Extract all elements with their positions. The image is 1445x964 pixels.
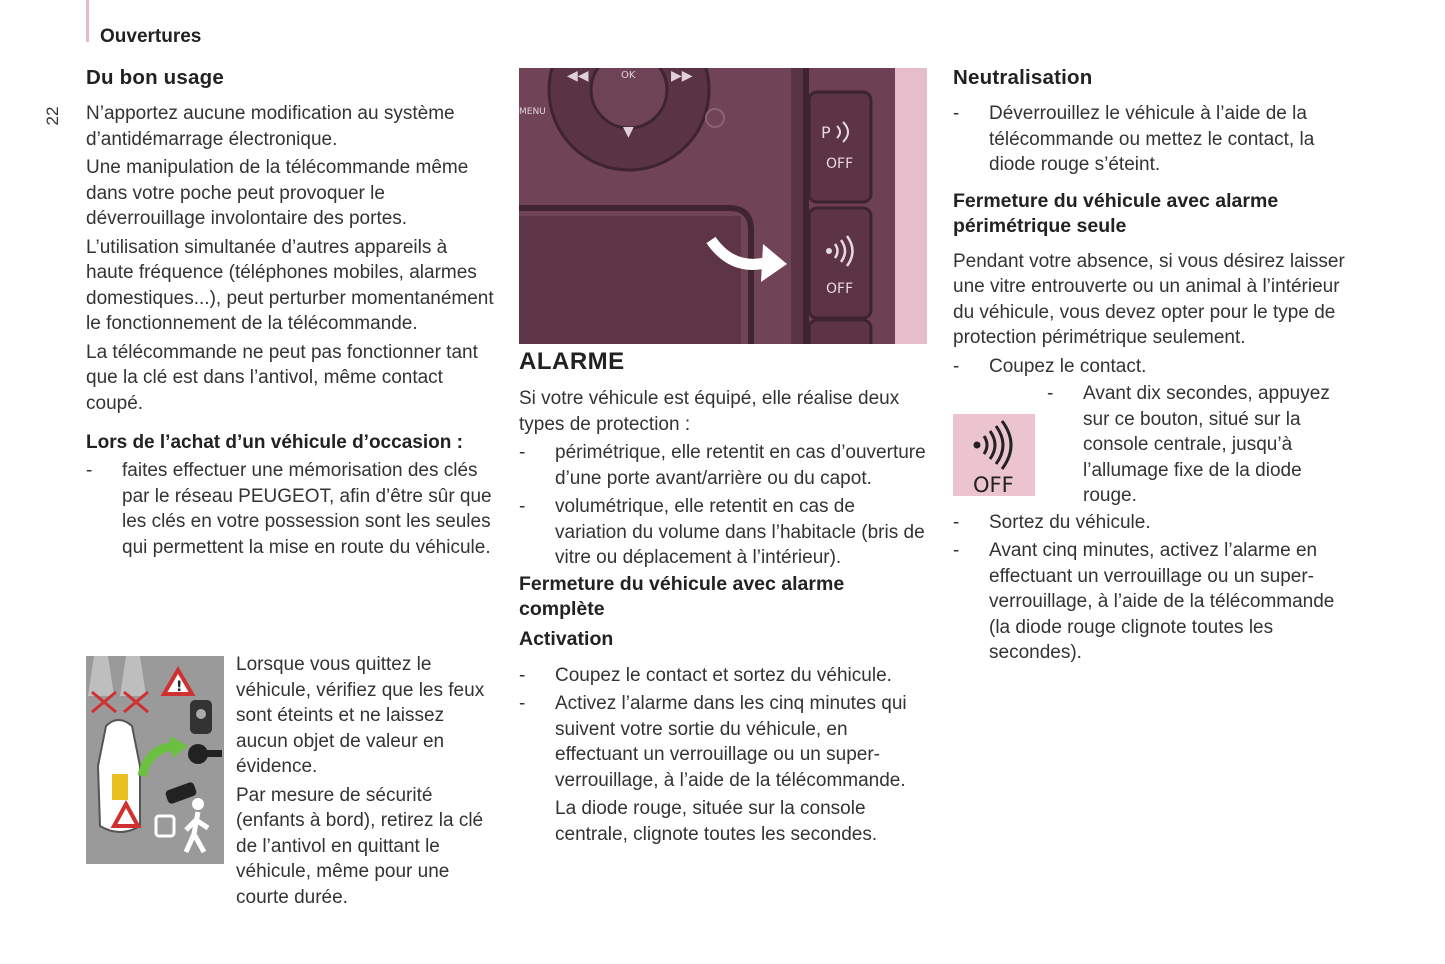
column-left [86, 66, 498, 560]
list-item: - Avant cinq minutes, activez l’alarme en effectuant un verrouillage ou un super-verrouillage, à l’aide de la télécommande (la diode rouge clignote toutes les secondes). [953, 538, 1353, 666]
bullet-dash: - [953, 511, 960, 533]
note-paragraph: La diode rouge, située sur la console centrale, clignote toutes les secondes. [555, 798, 878, 845]
list-item: - Coupez le contact et sortez du véhicule. [519, 663, 929, 689]
paragraph: Une manipulation de la télécommande même dans votre poche peut provoquer le déverrouillage involontaire des portes. [86, 157, 469, 229]
forward-icon: ▶▶ [671, 68, 693, 84]
down-arrow-icon: ▼ [623, 124, 634, 140]
bullet-dash: - [953, 540, 960, 561]
paragraph: N’apportez aucune modification au système d’antidémarrage électronique. [86, 103, 455, 150]
heading-neutralisation: Neutralisation [953, 66, 1093, 89]
paragraph: Lorsque vous quittez le véhicule, vérifiez que les feux sont éteints et ne laissez aucun objet de valeur en évidence. [236, 654, 485, 777]
heading-du-bon-usage: Du bon usage [86, 66, 224, 89]
column-middle [519, 348, 929, 847]
list-item: - Sortez du véhicule. [953, 510, 1353, 536]
list-item: - Déverrouillez le véhicule à l’aide de la télécommande ou mettez le contact, la diode rouge s’éteint. [953, 101, 1353, 178]
bullet-dash: - [1047, 383, 1054, 404]
warning-text [236, 652, 501, 910]
bullet-dash: - [519, 442, 526, 463]
park-assist-off-label: OFF [826, 156, 854, 172]
subheading-occasion: Lors de l’achat d’un véhicule d’occasion : [86, 432, 463, 453]
ok-label: OK [621, 70, 636, 81]
subheading-alarme-complete: Fermeture du véhicule avec alarme complète [519, 572, 845, 620]
column-right [953, 66, 1353, 666]
list-item: - faites effectuer une mémorisation des clés par le réseau PEUGEOT, afin d’être sûr que les clés en votre possession sont les seules qui permettent la mise en route du véhicule. [86, 458, 498, 560]
bullet-dash: - [953, 355, 960, 377]
safety-pictogram [86, 656, 224, 864]
svg-text:!: ! [176, 679, 183, 695]
car-safety-illustration [86, 656, 224, 864]
park-assist-letter: P [821, 123, 831, 142]
volumetric-alarm-icon [953, 414, 1035, 496]
paragraph: Pendant votre absence, si vous désirez laisser une vitre entrouverte ou un animal à l’intérieur du véhicule, vous devez opter pour le type de protection périmétrique seulement. [953, 250, 1345, 348]
alarm-off-label: OFF [826, 281, 854, 297]
heading-alarme: ALARME [519, 348, 625, 375]
bullet-dash: - [519, 496, 526, 517]
subheading-perimetrique: Fermeture du véhicule avec alarme périmétrique seule [953, 189, 1279, 237]
list-item: - Coupez le contact. [953, 354, 1353, 380]
list-item: - volumétrique, elle retentit en cas de variation du volume dans l’habitacle (bris de vitre ou déplacement à l’intérieur). [519, 494, 929, 571]
paragraph: La télécommande ne peut pas fonctionner tant que la clé est dans l’antivol, même contact coupé. [86, 341, 478, 414]
bullet-dash: - [519, 664, 526, 686]
off-icon-label: OFF [973, 473, 1014, 496]
alarm-off-button-icon [953, 414, 1035, 496]
paragraph: L’utilisation simultanée d’autres appareils à haute fréquence (téléphones mobiles, alarmes domestiques...), peut perturber momentanément le fonctionnement de la télécommande. [86, 236, 494, 334]
section-title: Ouvertures [100, 26, 202, 47]
bullet-dash: - [86, 460, 93, 481]
console-drawing [519, 68, 927, 344]
header-accent-bar [86, 0, 89, 42]
list-item: - Activez l’alarme dans les cinq minutes qui suivent votre sortie du véhicule, en effectuant un verrouillage ou un super-verrouillage, à l’aide de la télécommande. [519, 691, 929, 793]
list-item: - périmétrique, elle retentit en cas d’ouverture d’une porte avant/arrière ou du capot. [519, 440, 929, 491]
rewind-icon: ◀◀ [567, 68, 589, 84]
paragraph: Par mesure de sécurité (enfants à bord), retirez la clé de l’antivol en quittant le véhicule, même pour une courte durée. [236, 784, 484, 908]
page-number: 22 [43, 106, 62, 126]
bullet-dash: - [953, 103, 960, 124]
bullet-dash: - [519, 693, 526, 714]
subheading-activation: Activation [519, 627, 614, 650]
paragraph: Si votre véhicule est équipé, elle réalise deux types de protection : [519, 388, 900, 435]
list-item: - Avant dix secondes, appuyez sur ce bouton, situé sur la console centrale, jusqu’à l’allumage fixe de la diode rouge. [953, 381, 1353, 509]
console-illustration [519, 68, 927, 344]
menu-label: MENU [519, 107, 546, 117]
